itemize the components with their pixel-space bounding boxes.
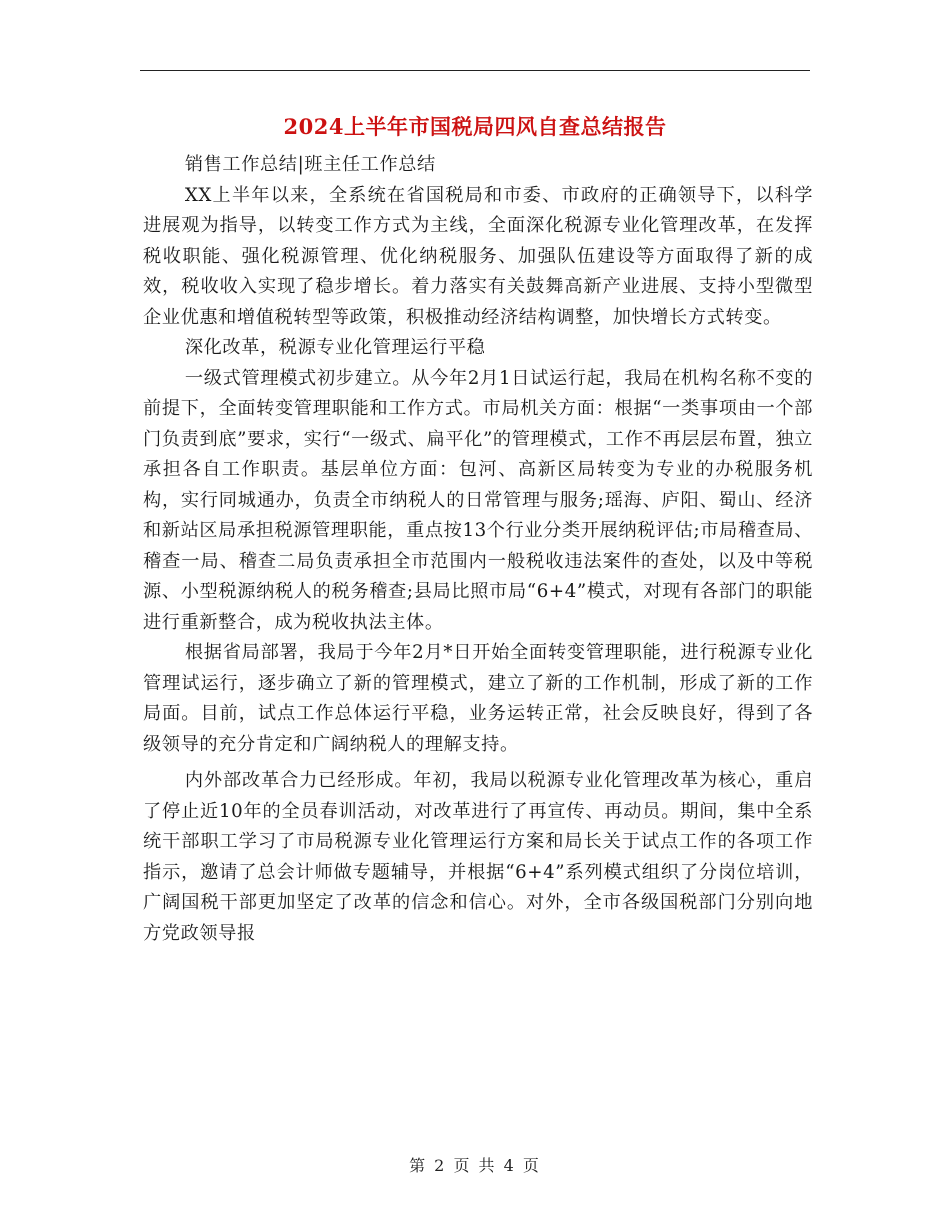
- paragraph-management-model: 一级式管理模式初步建立。从今年2月1日试运行起，我局在机构名称不变的前提下，全面转变管理职能和工作方式。市局机关方面：根据“一类事项由一个部门负责到底”要求，实行“一级式、扁平化”的管理模式，工作不再层层布置，独立承担各自工作职责。基层单位方面：包河、高新区局转变为专业的办税服务机构，实行同城通办，负责全市纳税人的日常管理与服务;瑶海、庐阳、蜀山、经济和新站区局承担税源管理职能，重点按13个行业分类开展纳税评估;市局稽查局、稽查一局、稽查二局负责承担全市范围内一般税收违法案件的查处，以及中等税源、小型税源纳税人的税务稽查;县局比照市局“6+4”模式，对现有各部门的职能进行重新整合，成为税收执法主体。: [143, 367, 813, 633]
- paragraph-intro: XX上半年以来，全系统在省国税局和市委、市政府的正确领导下，以科学进展观为指导，以转变工作方式为主线，全面深化税源专业化管理改革，在发挥税收职能、强化税源管理、优化纳税服务、加强队伍建设等方面取得了新的成效，税收收入实现了稳步增长。着力落实有关鼓舞高新产业进展、支持小型微型企业优惠和增值税转型等政策，积极推动经济结构调整，加快增长方式转变。: [143, 184, 813, 328]
- document-title: 2024上半年市国税局四风自查总结报告: [283, 114, 667, 139]
- section-heading: 深化改革，税源专业化管理运行平稳: [184, 337, 486, 358]
- header-rule: [140, 70, 810, 71]
- paragraph-deployment: 根据省局部署，我局于今年2月*日开始全面转变管理职能，进行税源专业化管理试运行，逐步确立了新的管理模式，建立了新的工作机制，形成了新的工作局面。目前，试点工作总体运行平稳，业务运转正常，社会反映良好，得到了各级领导的充分肯定和广阔纳税人的理解支持。: [143, 642, 813, 755]
- paragraph-reform-synergy: 内外部改革合力已经形成。年初，我局以税源专业化管理改革为核心，重启了停止近10年的全员春训活动，对改革进行了再宣传、再动员。期间，集中全系统干部职工学习了市局税源专业化管理运行方案和局长关于试点工作的各项工作指示，邀请了总会计师做专题辅导，并根据“6+4”系列模式组织了分岗位培训，广阔国税干部更加坚定了改革的信念和信心。对外，全市各级国税部门分别向地方党政领导报: [143, 770, 813, 944]
- page-footer: 第 2 页 共 4 页: [409, 1156, 541, 1175]
- category-line: 销售工作总结|班主任工作总结: [184, 154, 436, 175]
- document-body: [143, 150, 813, 949]
